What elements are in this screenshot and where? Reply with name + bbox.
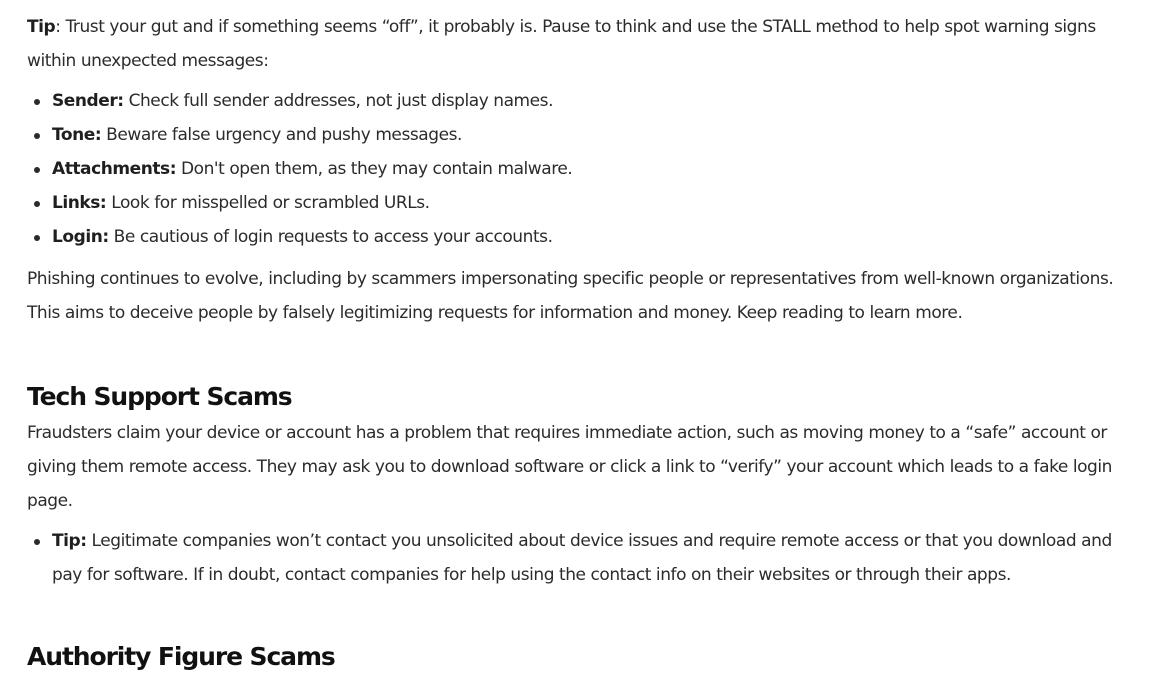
- stall-method-list: [27, 84, 1133, 254]
- tech-support-heading: Tech Support Scams: [27, 382, 292, 411]
- tip-label: Tip:: [52, 531, 87, 551]
- list-item-text: Don't open them, as they may contain malware.: [176, 159, 573, 179]
- list-item-sender: [52, 84, 1133, 118]
- list-item-text: Beware false urgency and pushy messages.: [101, 125, 462, 145]
- tech-support-tip-list: [27, 524, 1133, 592]
- authority-figure-heading: Authority Figure Scams: [27, 642, 335, 671]
- list-item-tone: [52, 118, 1133, 152]
- list-item-text: Look for misspelled or scrambled URLs.: [106, 193, 430, 213]
- tip-text: Legitimate companies won’t contact you unsolicited about device issues and require remote access or that you download and pay for software. If in doubt, contact companies for help using the contact info on their websites or through their apps.: [52, 531, 1112, 585]
- tip-text: : Trust your gut and if something seems “off”, it probably is. Pause to think and use the STALL method to help spot warning signs within unexpected messages:: [27, 17, 1096, 71]
- list-item-label: Tone:: [52, 125, 102, 145]
- list-item-label: Links:: [52, 193, 107, 213]
- list-item-label: Login:: [52, 227, 109, 247]
- list-item-label: Sender:: [52, 91, 124, 111]
- list-item-links: [52, 186, 1133, 220]
- list-item-text: Check full sender addresses, not just display names.: [123, 91, 554, 111]
- list-item-label: Attachments:: [52, 159, 177, 179]
- list-item-login: [52, 220, 1133, 254]
- list-item-text: Be cautious of login requests to access your accounts.: [108, 227, 553, 247]
- phishing-paragraph: Phishing continues to evolve, including by scammers impersonating specific people or representatives from well-known organizations. This aims to deceive people by falsely legitimizing requests for information and money. Keep reading to learn more.: [27, 269, 1114, 323]
- list-item-attachments: [52, 152, 1133, 186]
- tip-label: Tip: [27, 17, 56, 37]
- intro-tip-paragraph: [27, 10, 1133, 78]
- tech-support-tip: [52, 524, 1133, 592]
- tech-support-paragraph: Fraudsters claim your device or account has a problem that requires immediate action, such as moving money to a “safe” account or giving them remote access. They may ask you to download software or click a link to “verify” your account which leads to a fake login page.: [27, 423, 1112, 511]
